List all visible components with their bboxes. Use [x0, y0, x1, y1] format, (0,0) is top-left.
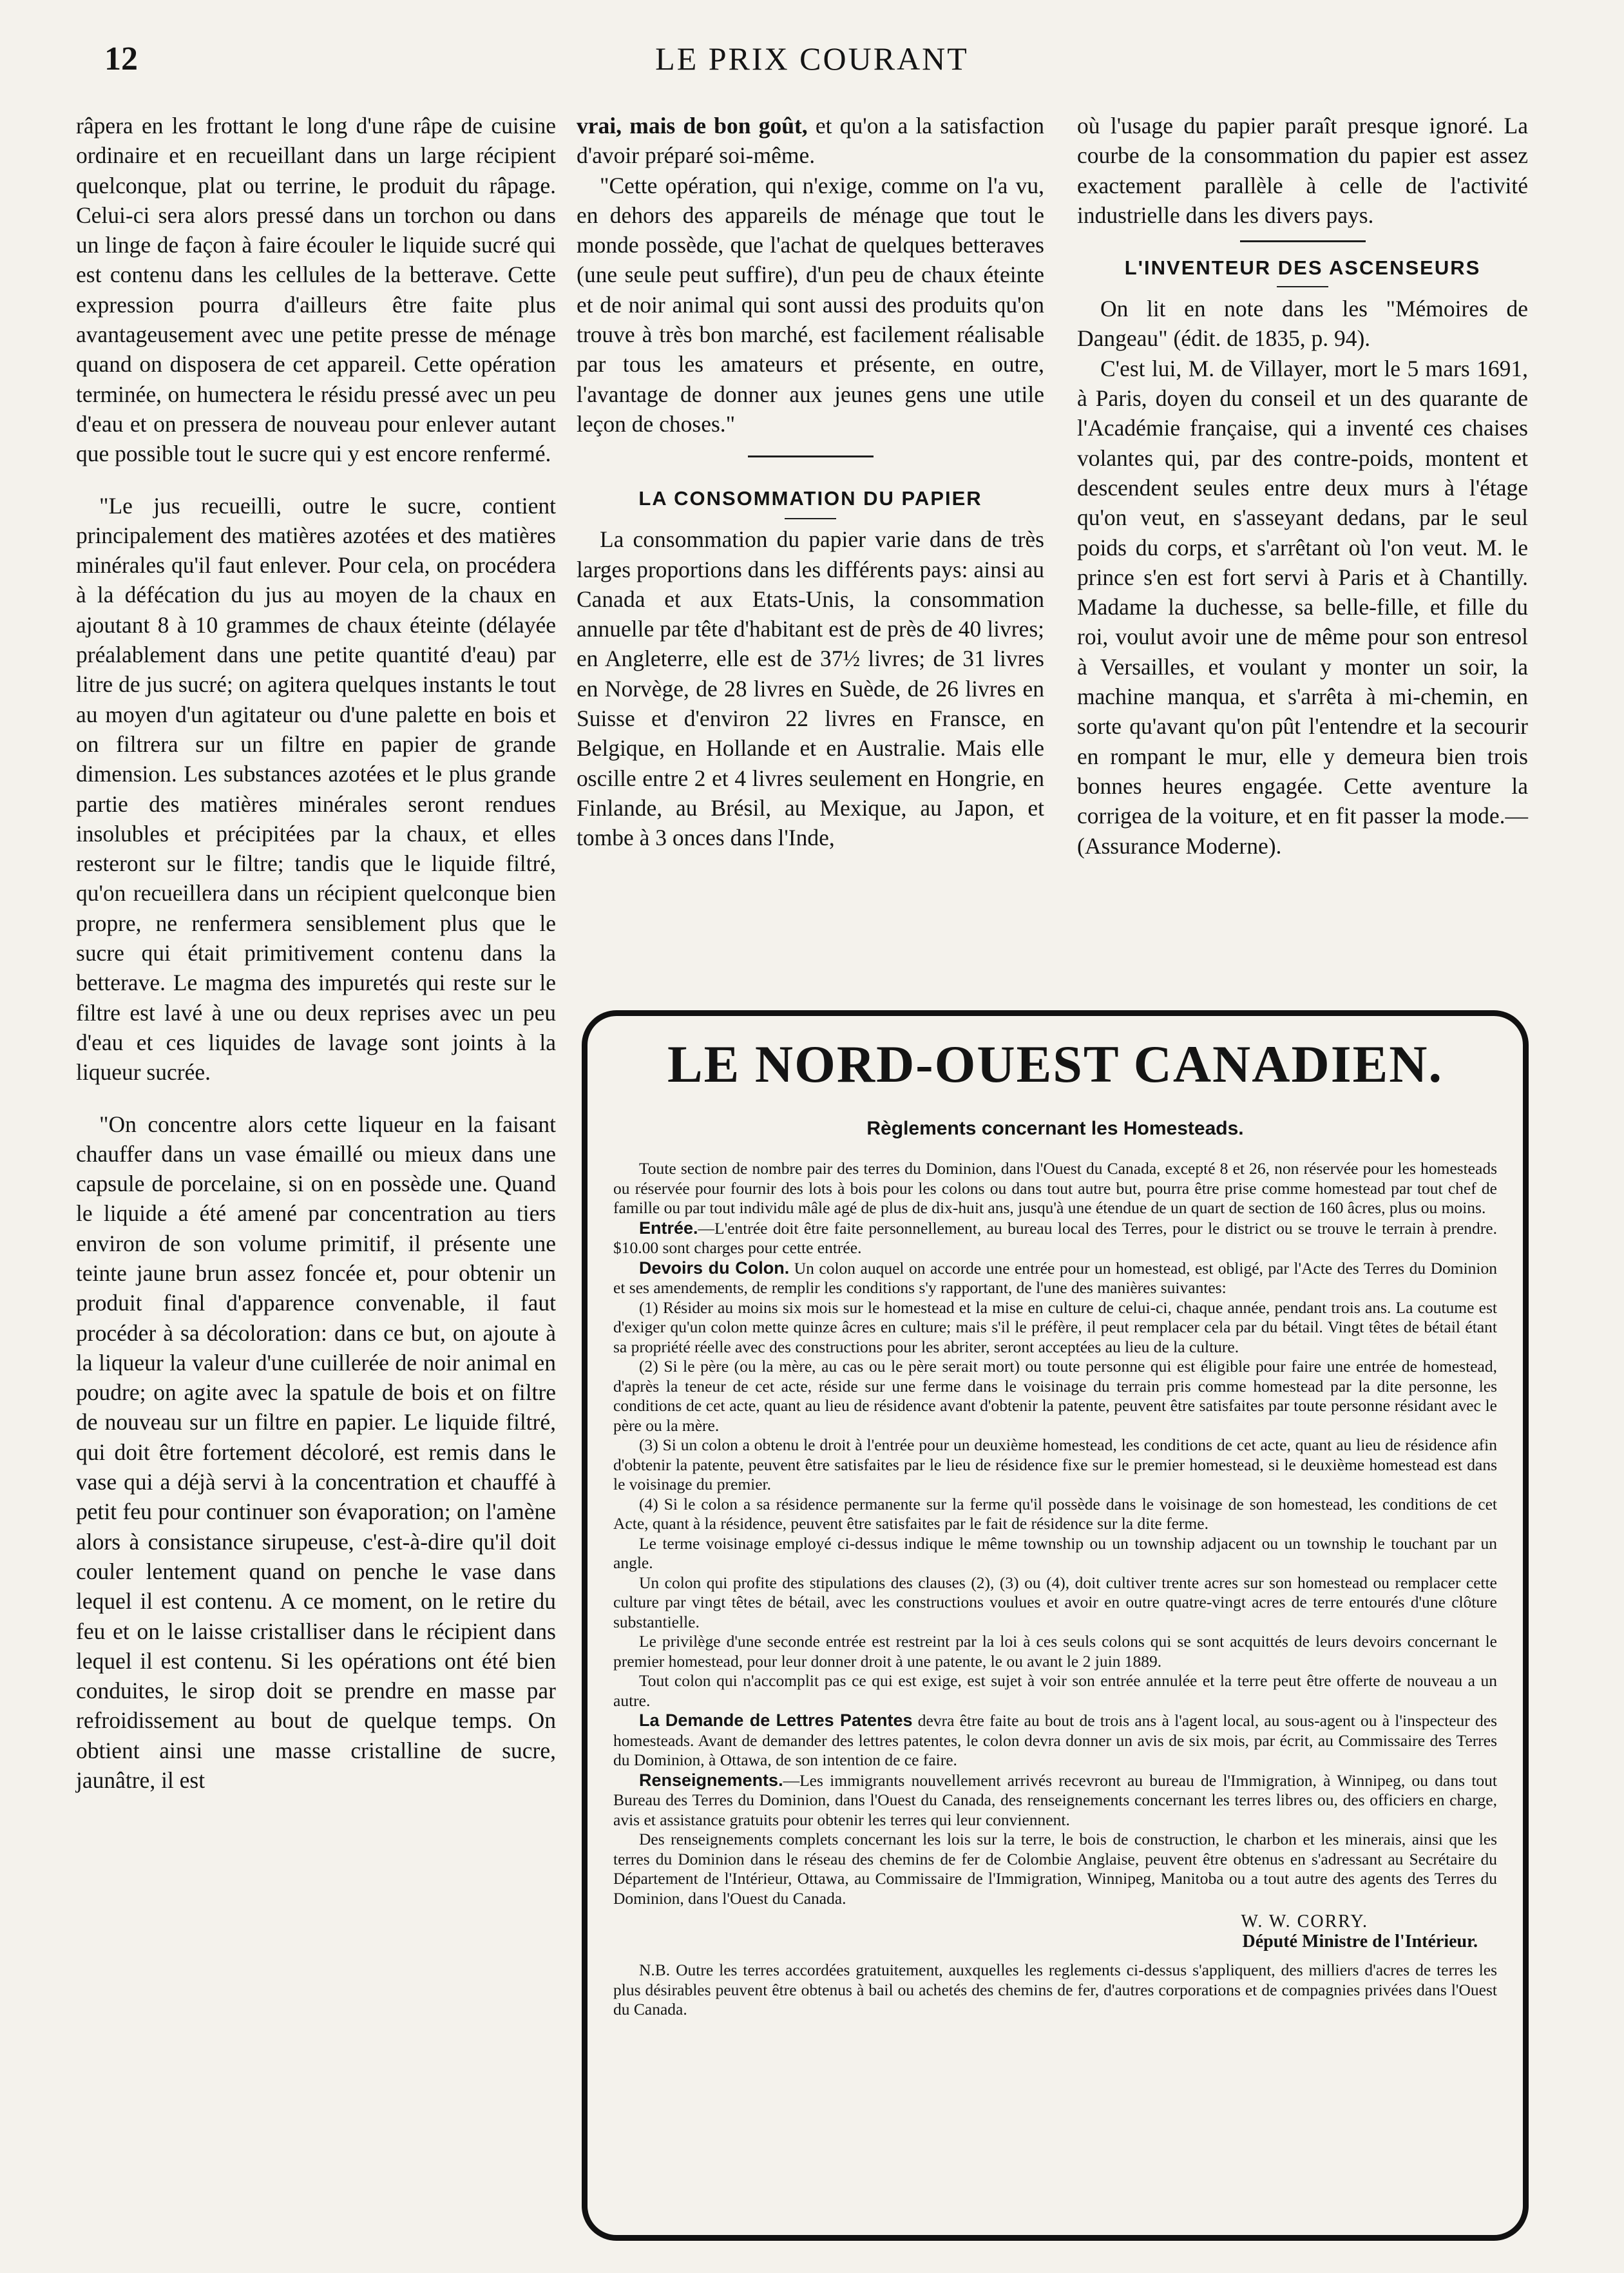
ad-text: —L'entrée doit être faite personnellement, au bureau local des Terres, pour le district ou se trouve le terrain à prendre. $10.00 sont charges pour cette entrée.: [613, 1218, 1497, 1257]
ad-text: —Les immigrants nouvellement arrivés recevront au bureau de l'Immigration, à Winnipeg, ou dans tout Bureau des Terres du Dominion, dans l'Ouest du Canada, des renseignements concernant les terres libres ou, des officiers en charge, avis et assistance gratuits pour obtenir les terres qui leur conviennent.: [613, 1770, 1497, 1829]
section-divider: [748, 456, 874, 457]
ad-lead: La Demande de Lettres Patentes: [639, 1711, 913, 1730]
signature-name: W. W. CORRY.: [1241, 1912, 1368, 1932]
ad-paragraph: [613, 1770, 1497, 1830]
bold-text: vrai, mais de bon goût,: [577, 113, 808, 139]
paragraph: C'est lui, M. de Villayer, mort le 5 mars 1691, à Paris, doyen du conseil et un des quarante de l'Académie française, qui a inventé ces chaises volantes qui, par des contre-poids, montent et descendent seules entre deux murs à l'étage qu'on veut, en s'asseyant dedans, par le seul poids du corps, et s'arrêtant où l'on veut. M. le prince s'en est fort servi à Paris et à Chantilly. Madame la duchesse, sa belle-fille, et fille du roi, voulut avoir une de même pour son entresol à Versailles, et voulant y monter un soir, la machine manqua, et s'arrêta à mi-chemin, en sorte qu'avant qu'on pût l'entendre et la secourir en rompant le mur, elle y demeura bien trois bonnes heures engagée. Cette aventure la corrigea de la voiture, et en fit passer la mode.—(Assurance Moderne).: [1077, 355, 1528, 859]
paragraph: On lit en note dans les "Mémoires de Dangeau" (édit. de 1835, p. 94).: [1077, 296, 1528, 352]
column-middle: [577, 111, 1044, 853]
ad-body: [613, 1159, 1497, 2020]
ad-lead: Devoirs du Colon.: [639, 1258, 790, 1278]
ad-paragraph: (2) Si le père (ou la mère, au cas ou le père serait mort) ou toute personne qui est éligible pour faire une entrée de homestead, d'après la teneur de cet acte, réside sur une ferme dans le voisinage du terrain pris comme homestead par la dite personne, les conditions de cet acte, quant au lieu de résidence avant d'obtenir la patente, peuvent être satisfaites par toute personne résidant avec le père ou la mère.: [613, 1357, 1497, 1435]
paragraph: "Cette opération, qui n'exige, comme on l'a vu, en dehors des appareils de ménage que tout le monde possède, que l'achat de quelques betteraves (une seule peut suffire), d'un peu de chaux éteinte et de noir animal qui sont aussi des produits qu'on trouve à très bon marché, est facilement réalisable par tous les amateurs et présente, en outre, l'avantage de donner aux jeunes gens une utile leçon de choses.": [577, 172, 1044, 437]
paragraph: La consommation du papier varie dans de très larges proportions dans les différents pays: ainsi au Canada et aux Etats-Unis, la consommation annuelle par tête d'habitant est de près de 40 livres; en Angleterre, elle est de 37½ livres; de 31 livres en Norvège, de 28 livres en Suède, de 26 livres en Suisse et d'environ 22 livres en Fransce, en Belgique, en Hollande et en Australie. Mais elle oscille entre 2 et 4 livres seulement en Hongrie, en Finlande, au Brésil, au Mexique, au Japon, et tombe à 3 onces dans l'Inde,: [577, 526, 1044, 851]
ad-footnote: N.B. Outre les terres accordées gratuitement, auxquelles les reglements ci-dessus s'appliquent, des milliers d'acres de terres les plus désirables peuvent être obtenus à bail ou achetés des chemins de fer, d'autres corporations et de compagnies privées dans l'Ouest du Canada.: [613, 1961, 1497, 2019]
section-heading: L'INVENTEUR DES ASCENSEURS: [1124, 256, 1481, 280]
masthead: LE PRIX COURANT: [655, 41, 969, 77]
advertisement-box: [582, 1010, 1529, 2241]
page-number: 12: [104, 41, 138, 77]
ad-text: Un colon auquel on accorde une entrée pour un homestead, est obligé, par l'Acte des Terres du Dominion et ses amendements, de remplir les conditions s'y rapportant, de l'une des manières suivantes:: [613, 1258, 1497, 1297]
section-divider: [1240, 240, 1366, 242]
ad-paragraph: (4) Si le colon a sa résidence permanente sur la ferme qu'il possède dans le voisinage de son homestead, les conditions de cet Acte, quant à la résidence, peuvent être satisfaites par le fait de résidence sur la dite ferme.: [613, 1494, 1497, 1533]
paragraph: [577, 111, 1044, 171]
heading-underline: [785, 518, 836, 519]
ad-paragraph: Toute section de nombre pair des terres du Dominion, dans l'Ouest du Canada, excepté 8 et 26, non réservée pour les homesteads ou réservée pour fournir des lots à bois pour les colons ou dans tout autre but, pourra être prise comme homestead par tout chef de famille ou par tout individu mâle agé de plus de dix-huit ans, jusqu'à une étendue de un quart de section de 160 âcres, plus ou moins.: [613, 1159, 1497, 1217]
ad-paragraph: Des renseignements complets concernant les lois sur la terre, le bois de construction, le charbon et les minerais, ainsi que les terres du Dominion dans le réseau des chemins de fer de Colombie Anglaise, peuvent être obtenus en s'adressant au Secrétaire du Département de l'Intérieur, Ottawa, au Commissaire de l'Immigration, Winnipeg, Manitoba ou a tout autre des agents des Terres du Dominion, dans l'Ouest du Canada.: [613, 1830, 1497, 1908]
ad-paragraph: (3) Si un colon a obtenu le droit à l'entrée pour un deuxième homestead, les conditions de cet acte, quant au lieu de résidence afin d'obtenir la patente, peuvent être satisfaites par le lieu de résidence fixe sur le premier homestead, si le deuxième homestead est dans le voisinage du premier.: [613, 1435, 1497, 1493]
column-right: [1077, 111, 1528, 861]
ad-paragraph: (1) Résider au moins six mois sur le homestead et la mise en culture de celui-ci, chaque année, pendant trois ans. La coutume est d'exiger qu'un colon mette quinze âcres en culture; mais s'il le préfère, il peut remplacer cela par du bétail. Vingt têtes de bétail étant sa propriété réelle avec des constructions pour les abriter, seront acceptées au lieu de la culture.: [613, 1298, 1497, 1356]
paragraph: râpera en les frottant le long d'une râpe de cuisine ordinaire et en recueillant dans un large récipient quelconque, plat ou terrine, le produit du râpage. Celui-ci sera alors pressé dans un torchon ou dans un linge de façon à faire écouler le liquide sucré qui est contenu dans les cellules de la betterave. Cette expression pourra d'ailleurs être faite plus avantageusement avec une petite presse de ménage quand on disposera de cet appareil. Cette opération terminée, on humectera le résidu pressé avec un peu d'eau et on pressera de nouveau pour enlever autant que possible tout le sucre qui y est encore renfermé.: [76, 113, 556, 467]
ad-paragraph: [613, 1258, 1497, 1298]
ad-paragraph: Tout colon qui n'accomplit pas ce qui est exige, est sujet à voir son entrée annulée et la terre peut être offerte de nouveau a un autre.: [613, 1671, 1497, 1710]
ad-paragraph: [613, 1218, 1497, 1258]
paragraph: "On concentre alors cette liqueur en la faisant chauffer dans un vase émaillé ou mieux dans une capsule de porcelaine, si on en possède une. Quand le liquide a été amené par concentration au tiers environ de son volume primitif, il présente une teinte jaune brun assez foncée et, pour obtenir un produit final d'apparence convenable, il faut procéder à sa décoloration: dans ce but, on ajoute à la liqueur la valeur d'une cuillerée de noir animal en poudre; on agite avec la spatule de bois et on filtre de nouveau sur un filtre en papier. Le liquide filtré, qui doit être fortement décoloré, est remis dans le vase qui a déjà servi à la concentration et chauffé à petit feu pour continuer son évaporation; on l'amène alors à consistance sirupeuse, c'est-à-dire qu'il doit couler lentement quand on penche le vase dans lequel il est contenu. A ce moment, on le retire du feu et on le laisse cristalliser dans le récipient dans lequel il est contenu. Si les opérations ont été bien conduites, le sirop doit se prendre en masse par refroidissement au bout de quelque temps. On obtient ainsi une masse cristalline de sucre, jaunâtre, il est: [76, 1111, 556, 1794]
paragraph-text: et qu'on a la satisfaction d'avoir préparé soi-même.: [577, 113, 1044, 169]
ad-paragraph: [613, 1711, 1497, 1770]
ad-title: LE NORD-OUEST CANADIEN.: [667, 1035, 1444, 1093]
ad-paragraph: Un colon qui profite des stipulations des clauses (2), (3) ou (4), doit cultiver trente acres sur son homestead ou remplacer cette culture par vingt têtes de bétail, avec les constructions voulues et avoir en outre quatre-vingt acres de terre entourés d'une clôture substantielle.: [613, 1573, 1497, 1631]
heading-underline: [1277, 286, 1328, 287]
ad-text: devra être faite au bout de trois ans à l'agent local, au sous-agent ou à l'inspecteur des homesteads. Avant de demander des lettres patentes, le colon devra donner un avis de six mois, par écrit, au Commissaire des Terres du Dominion, à Ottawa, de son intention de ce faire.: [613, 1711, 1497, 1769]
ad-paragraph: Le privilège d'une seconde entrée est restreint par la loi à ces seuls colons qui se sont acquittés de leurs devoirs concernant le premier homestead, pour leur donner droit à une patente, le ou avant le 2 juin 1889.: [613, 1632, 1497, 1671]
column-left: [76, 111, 556, 1795]
ad-subtitle: Règlements concernant les Homesteads.: [866, 1118, 1244, 1139]
paragraph: "Le jus recueilli, outre le sucre, contient principalement des matières azotées et des matières minérales qu'il faut enlever. Pour cela, on procédera à la défécation du jus au moyen de la chaux en ajoutant 8 à 10 grammes de chaux éteinte (délayée préalablement dans une petite quantité d'eau) par litre de jus sucré; on agitera quelques instants le tout au moyen d'un agitateur ou d'une palette en bois et on filtrera sur un filtre en papier de grande dimension. Les substances azotées et le plus grande partie des matières minérales seront rendues insolubles et précipitées par la chaux, et elles resteront sur le filtre; tandis que le liquide filtré, qu'on recueillera dans un récipient quelconque bien propre, ne renfermera sensiblement plus que le sucre qui était primitivement contenu dans la betterave. Le magma des impuretés qui reste sur le filtre est lavé à une ou deux reprises avec un peu d'eau et ces liquides de lavage sont joints à la liqueur sucrée.: [76, 492, 556, 1086]
ad-paragraph: Le terme voisinage employé ci-dessus indique le même township ou un township adjacent ou un township le touchant par un angle.: [613, 1533, 1497, 1572]
ad-lead: Entrée.: [639, 1218, 698, 1238]
section-heading: LA CONSOMMATION DU PAPIER: [638, 487, 982, 510]
ad-lead: Renseignements.: [639, 1770, 783, 1790]
signature-title: Député Ministre de l'Intérieur.: [1242, 1931, 1478, 1952]
paragraph: où l'usage du papier paraît presque ignoré. La courbe de la consommation du papier est assez exactement parallèle à celle de l'activité industrielle dans les divers pays.: [1077, 113, 1528, 228]
